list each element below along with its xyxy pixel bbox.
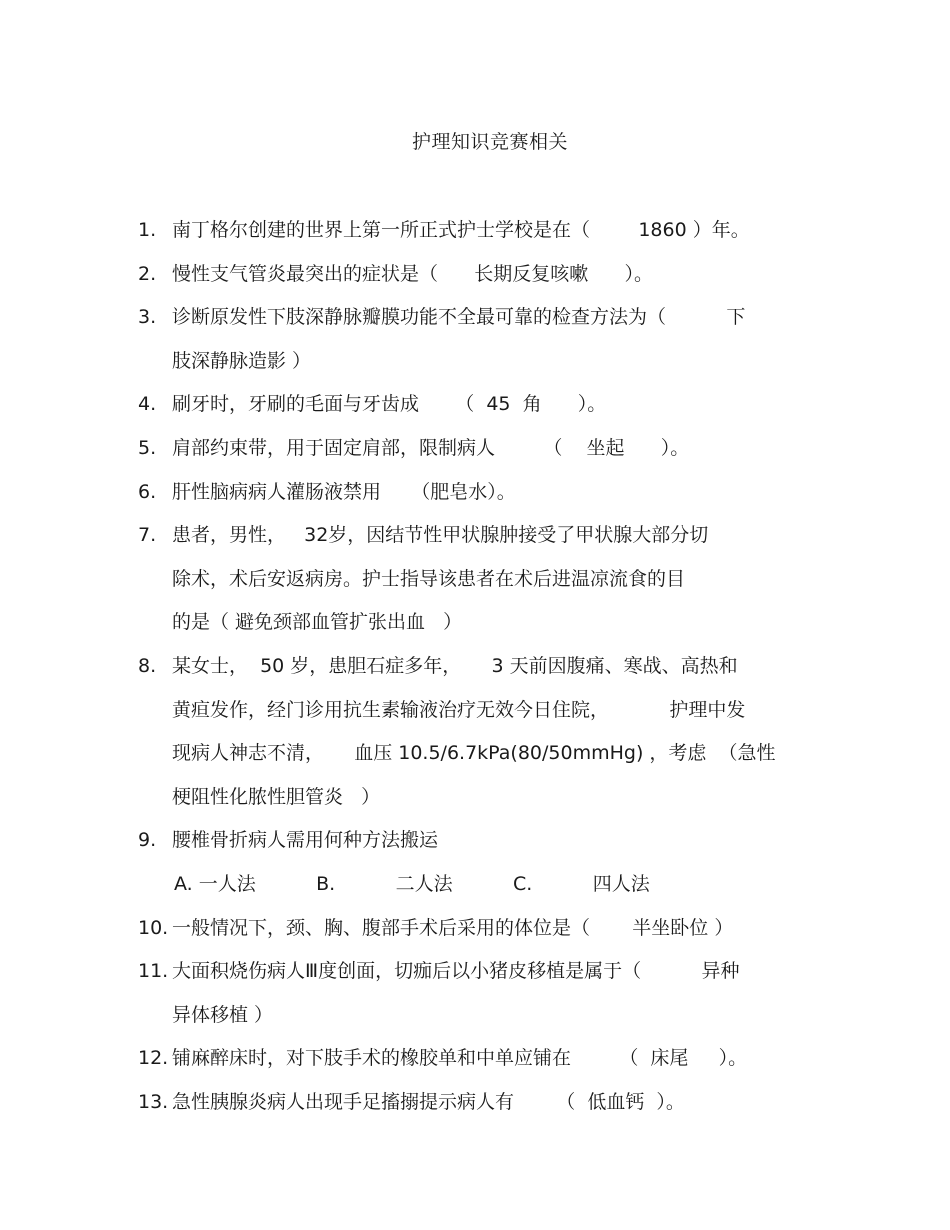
question-item <box>138 209 818 253</box>
question-line: 现病人神志不清， 血压 10.5/6.7kPa(80/50mmHg) ，考虑 （急性 <box>172 742 776 765</box>
question-item <box>138 819 818 906</box>
question-text <box>172 819 818 906</box>
question-text <box>172 253 818 297</box>
question-number: 3. <box>138 306 157 329</box>
question-line: 梗阻性化脓性胆管炎 ） <box>172 785 381 808</box>
question-number: 5. <box>138 436 157 459</box>
question-text <box>172 427 818 471</box>
question-list <box>138 209 818 1124</box>
question-line: 南丁格尔创建的世界上第一所正式护士学校是在（ 1860 ）年。 <box>172 219 750 241</box>
question-item <box>138 907 818 951</box>
question-line: 腰椎骨折病人需用何种方法搬运 <box>172 829 439 852</box>
question-item <box>138 383 818 427</box>
question-line: 患者，男性， 32岁，因结节性甲状腺肿接受了甲状腺大部分切 <box>172 524 709 547</box>
question-item <box>138 471 818 515</box>
question-item <box>138 253 818 297</box>
question-line: 某女士， 50 岁，患胆石症多年， 3 天前因腹痛、寒战、高热和 <box>172 654 738 677</box>
question-line: 异体移植 ） <box>172 1003 274 1026</box>
question-line: 刷牙时，牙刷的毛面与牙齿成 （ 45 角 ）。 <box>172 393 607 416</box>
question-line: 肢深静脉造影 ） <box>172 349 312 372</box>
question-line: 黄疸发作，经门诊用抗生素输液治疗无效今日住院， 护理中发 <box>172 698 746 721</box>
question-item <box>138 296 818 383</box>
document-title: 护理知识竞赛相关 <box>411 131 568 153</box>
question-line: 慢性支气管炎最突出的症状是（ 长期反复咳嗽 ）。 <box>172 262 653 285</box>
question-item <box>138 514 818 645</box>
question-item <box>138 645 818 819</box>
question-number: 8. <box>138 654 157 677</box>
question-text <box>172 950 818 1037</box>
question-number: 10. <box>138 916 169 939</box>
question-item <box>138 427 818 471</box>
question-line: 一般情况下，颈、胸、腹部手术后采用的体位是（ 半坐卧位 ） <box>172 916 734 939</box>
question-number: 6. <box>138 480 157 503</box>
question-number: 7. <box>138 524 157 547</box>
question-text <box>172 645 818 819</box>
question-text <box>172 296 818 383</box>
question-text <box>172 1081 818 1125</box>
question-text <box>172 209 818 253</box>
question-number: 4. <box>138 393 157 416</box>
question-line: 的是（ 避免颈部血管扩张出血 ） <box>172 611 463 634</box>
question-item <box>138 1037 818 1081</box>
answer-options: A. 一人法 B. 二人法 C. 四人法 <box>174 872 650 895</box>
question-text <box>172 514 818 645</box>
question-line: 肝性脑病病人灌肠液禁用 （肥皂水）。 <box>172 480 516 503</box>
question-item <box>138 950 818 1037</box>
question-number: 13. <box>138 1090 169 1113</box>
question-item <box>138 1081 818 1125</box>
question-text <box>172 1037 818 1081</box>
question-number: 12. <box>138 1047 169 1070</box>
question-number: 1. <box>138 219 157 241</box>
question-number: 11. <box>138 960 169 983</box>
question-text <box>172 471 818 515</box>
question-text <box>172 383 818 427</box>
question-number: 2. <box>138 262 157 285</box>
question-text <box>172 907 818 951</box>
question-line: 急性胰腺炎病人出现手足搐搦提示病人有 （ 低血钙 ）。 <box>172 1090 685 1113</box>
question-line: 肩部约束带，用于固定肩部，限制病人 （ 坐起 ）。 <box>172 436 690 459</box>
question-line: 大面积烧伤病人Ⅲ度创面，切痂后以小猪皮移植是属于（ 异种 <box>172 960 740 983</box>
question-line: 诊断原发性下肢深静脉瓣膜功能不全最可靠的检查方法为（ 下 <box>172 306 746 329</box>
question-number: 9. <box>138 829 157 852</box>
question-line: 除术，术后安返病房。护士指导该患者在术后进温凉流食的目 <box>172 567 686 590</box>
question-line: 铺麻醉床时，对下肢手术的橡胶单和中单应铺在 （ 床尾 ）。 <box>172 1047 748 1070</box>
